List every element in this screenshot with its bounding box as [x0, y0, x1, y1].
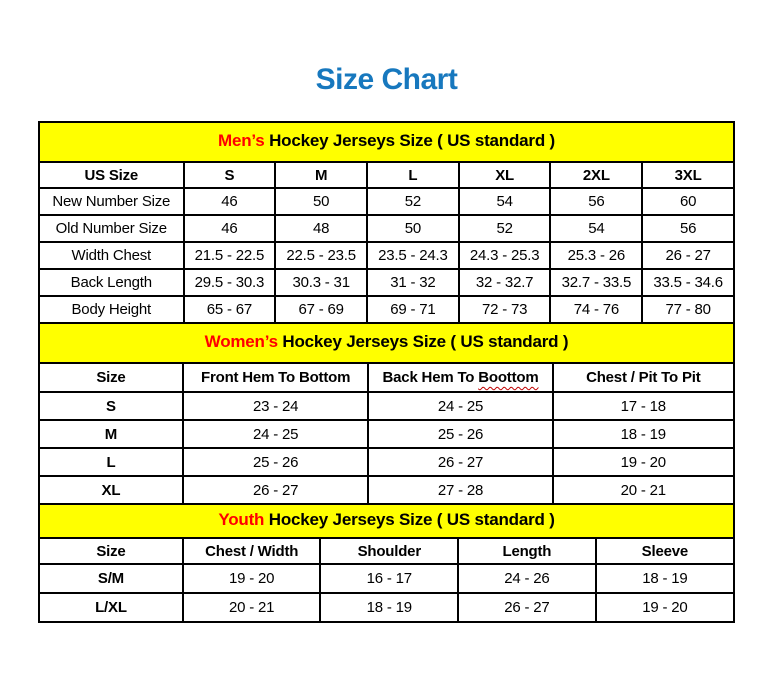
size-value: 25 - 26	[368, 420, 552, 448]
size-value: 30.3 - 31	[275, 269, 367, 296]
size-value: 18 - 19	[320, 593, 458, 622]
size-value: 54	[550, 215, 642, 242]
mens-size-table	[38, 161, 735, 324]
mens-banner-accent: Men’s	[218, 131, 265, 150]
size-value: 31 - 32	[367, 269, 459, 296]
size-value: 26 - 27	[368, 448, 552, 476]
size-value: 46	[184, 188, 276, 215]
size-value: 46	[184, 215, 276, 242]
size-chart-tables	[38, 121, 735, 623]
row-label: New Number Size	[39, 188, 184, 215]
womens-section-banner	[38, 322, 735, 362]
size-value: 21.5 - 22.5	[184, 242, 276, 269]
column-header: Length	[458, 538, 596, 564]
size-value: 25.3 - 26	[550, 242, 642, 269]
table-row	[39, 188, 734, 215]
misspelled-word: Boottom	[478, 369, 539, 386]
womens-banner-text: Hockey Jerseys Size ( US standard )	[277, 332, 569, 351]
size-value: 25 - 26	[183, 448, 369, 476]
size-value: 65 - 67	[184, 296, 276, 323]
size-value: 60	[642, 188, 734, 215]
row-label: S/M	[39, 564, 183, 593]
row-label: Width Chest	[39, 242, 184, 269]
table-row	[39, 296, 734, 323]
column-header: Chest / Width	[183, 538, 321, 564]
size-value: 19 - 20	[553, 448, 734, 476]
size-value: 16 - 17	[320, 564, 458, 593]
table-row	[39, 269, 734, 296]
size-value: 54	[459, 188, 551, 215]
size-value: 26 - 27	[642, 242, 734, 269]
column-header: Shoulder	[320, 538, 458, 564]
size-value: 23 - 24	[183, 392, 369, 420]
size-value: 23.5 - 24.3	[367, 242, 459, 269]
column-header: 3XL	[642, 162, 734, 188]
size-value: 67 - 69	[275, 296, 367, 323]
size-value: 26 - 27	[458, 593, 596, 622]
column-header: M	[275, 162, 367, 188]
header-row	[39, 162, 734, 188]
mens-section-banner	[38, 121, 735, 161]
size-value: 18 - 19	[596, 564, 734, 593]
table-row	[39, 392, 734, 420]
row-label: M	[39, 420, 183, 448]
size-value: 24.3 - 25.3	[459, 242, 551, 269]
column-header: Front Hem To Bottom	[183, 363, 369, 392]
table-row	[39, 420, 734, 448]
table-row	[39, 448, 734, 476]
size-value: 29.5 - 30.3	[184, 269, 276, 296]
size-value: 69 - 71	[367, 296, 459, 323]
size-value: 52	[367, 188, 459, 215]
size-value: 26 - 27	[183, 476, 369, 504]
youth-banner-text: Hockey Jerseys Size ( US standard )	[264, 510, 555, 529]
row-label: XL	[39, 476, 183, 504]
row-label: Old Number Size	[39, 215, 184, 242]
size-value: 50	[367, 215, 459, 242]
womens-section	[38, 322, 735, 505]
column-header: XL	[459, 162, 551, 188]
youth-size-table	[38, 537, 735, 623]
size-value: 48	[275, 215, 367, 242]
table-row	[39, 564, 734, 593]
column-header: Size	[39, 538, 183, 564]
size-value: 24 - 25	[368, 392, 552, 420]
column-header: Sleeve	[596, 538, 734, 564]
size-value: 24 - 26	[458, 564, 596, 593]
size-value: 56	[642, 215, 734, 242]
header-row	[39, 363, 734, 392]
header-row	[39, 538, 734, 564]
size-value: 20 - 21	[553, 476, 734, 504]
size-value: 50	[275, 188, 367, 215]
size-value: 74 - 76	[550, 296, 642, 323]
row-label: Back Length	[39, 269, 184, 296]
row-label: Body Height	[39, 296, 184, 323]
row-label: S	[39, 392, 183, 420]
table-row	[39, 476, 734, 504]
size-value: 20 - 21	[183, 593, 321, 622]
womens-size-table	[38, 362, 735, 505]
size-value: 72 - 73	[459, 296, 551, 323]
size-value: 24 - 25	[183, 420, 369, 448]
column-header: US Size	[39, 162, 184, 188]
column-header: S	[184, 162, 276, 188]
size-value: 33.5 - 34.6	[642, 269, 734, 296]
column-header: 2XL	[550, 162, 642, 188]
column-header: L	[367, 162, 459, 188]
youth-section	[38, 503, 735, 623]
column-header: Chest / Pit To Pit	[553, 363, 734, 392]
size-value: 22.5 - 23.5	[275, 242, 367, 269]
row-label: L/XL	[39, 593, 183, 622]
mens-banner-text: Hockey Jerseys Size ( US standard )	[264, 131, 555, 150]
size-value: 27 - 28	[368, 476, 552, 504]
size-value: 19 - 20	[183, 564, 321, 593]
table-row	[39, 242, 734, 269]
size-value: 17 - 18	[553, 392, 734, 420]
column-header: Size	[39, 363, 183, 392]
size-value: 56	[550, 188, 642, 215]
row-label: L	[39, 448, 183, 476]
table-row	[39, 215, 734, 242]
youth-section-banner	[38, 503, 735, 537]
size-value: 77 - 80	[642, 296, 734, 323]
table-row	[39, 593, 734, 622]
size-value: 18 - 19	[553, 420, 734, 448]
size-value: 32 - 32.7	[459, 269, 551, 296]
womens-banner-accent: Women’s	[204, 332, 278, 351]
size-value: 19 - 20	[596, 593, 734, 622]
size-value: 52	[459, 215, 551, 242]
column-header: Back Hem To Boottom	[368, 363, 552, 392]
youth-banner-accent: Youth	[218, 510, 265, 529]
page-title: Size Chart	[315, 63, 458, 96]
mens-section	[38, 121, 735, 324]
size-value: 32.7 - 33.5	[550, 269, 642, 296]
